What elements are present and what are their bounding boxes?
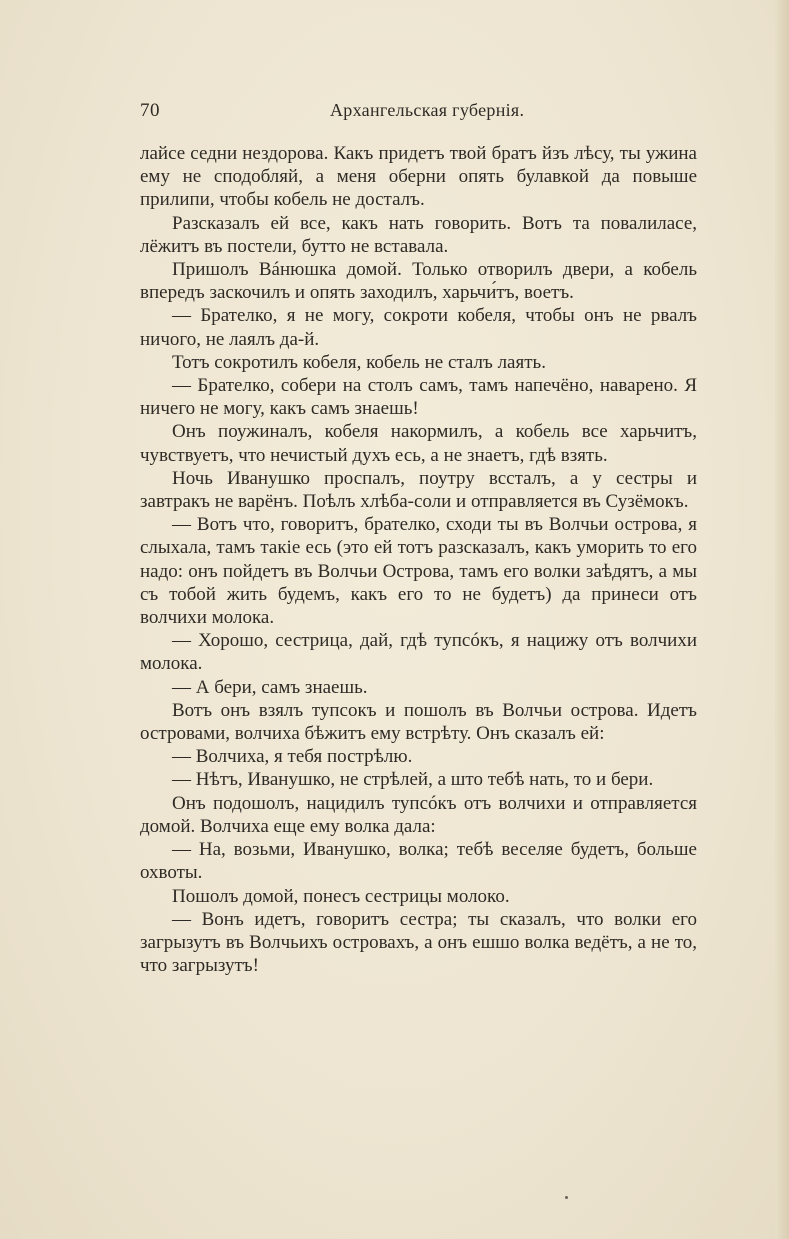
page-header xyxy=(140,100,700,130)
paragraph: — Брателко, я не могу, сокроти кобеля, чтобы онъ не рвалъ ничого, не лаялъ да-й. xyxy=(140,305,697,350)
paragraph: — Брателко, собери на столъ самъ, тамъ напечёно, наварено. Я ничего не могу, какъ самъ знаешь! xyxy=(140,375,697,420)
paragraph: Пошолъ домой, понесъ сестрицы молоко. xyxy=(172,885,510,907)
paragraph: Пришолъ Вáнюшка домой. Только отворилъ двери, а кобель впередъ заскочилъ и опять заходилъ, харьчи́тъ, воетъ. xyxy=(140,259,697,304)
paragraph: Ночь Иванушко проспалъ, поутру вссталъ, а у сестры и завтракъ не варёнъ. Поѣлъ хлѣба-соли и отправляется въ Сузёмокъ. xyxy=(140,467,697,513)
running-title: Архангельская губернія. xyxy=(330,100,525,120)
paragraph: Вотъ онъ взялъ тупсокъ и пошолъ въ Волчьи острова. Идетъ островами, волчиха бѣжитъ ему встрѣту. Онъ сказалъ ей: xyxy=(140,699,697,745)
paragraph: лайсе седни нездорова. Какъ придетъ твой братъ йзъ лѣсу, ты ужина ему не сподобляй, а меня оберни опять булавкой да повыше прилипи, чтобы кобель не досталъ. xyxy=(140,143,697,211)
paragraph: — А бери, самъ знаешь. xyxy=(172,676,368,698)
paragraph: — Нѣтъ, Иванушко, не стрѣлей, а што тебѣ нать, то и бери. xyxy=(172,769,654,791)
page-edge xyxy=(775,0,789,1239)
paragraph: — На, возьми, Иванушко, волка; тебѣ веселяе будетъ, больше охвоты. xyxy=(140,839,697,884)
paragraph: — Хорошо, сестрица, дай, гдѣ тупсóкъ, я нацижу отъ волчихи молока. xyxy=(140,630,697,675)
paragraph: Онъ подошолъ, нацидилъ тупсóкъ отъ волчихи и отправляется домой. Волчиха еще ему волка дала: xyxy=(140,792,697,837)
paragraph: — Вонъ идетъ, говоритъ сестра; ты сказалъ, что волки его загрызутъ въ Волчьихъ островахъ, а онъ ешшо волка ведётъ, а не то, что загрызутъ! xyxy=(140,908,697,977)
paper-speck xyxy=(565,1196,568,1199)
paragraph: Тотъ сокротилъ кобеля, кобель не сталъ лаять. xyxy=(172,351,546,373)
paragraph: — Вотъ что, говоритъ, брателко, сходи ты въ Волчьи острова, я слыхала, тамъ такіе есь (это ей тотъ разсказалъ, какъ уморить то его надо: онъ пойдетъ въ Волчьи Острова, тамъ его волки заѣдятъ, а мы съ тобой жить будемъ, какъ его то не будетъ) да принеси отъ волчихи молока. xyxy=(140,514,697,629)
page-number: 70 xyxy=(140,100,160,121)
paragraph: — Волчиха, я тебя пострѣлю. xyxy=(172,746,413,768)
body-text xyxy=(140,142,697,977)
paragraph: Разсказалъ ей все, какъ нать говорить. Вотъ та повалиласе, лёжитъ въ постели, бутто не вставала. xyxy=(140,212,697,257)
paragraph: Онъ поужиналъ, кобеля накормилъ, а кобель все харьчитъ, чувствуетъ, что нечистый духъ есь, а не знаетъ, гдѣ взять. xyxy=(140,421,697,466)
